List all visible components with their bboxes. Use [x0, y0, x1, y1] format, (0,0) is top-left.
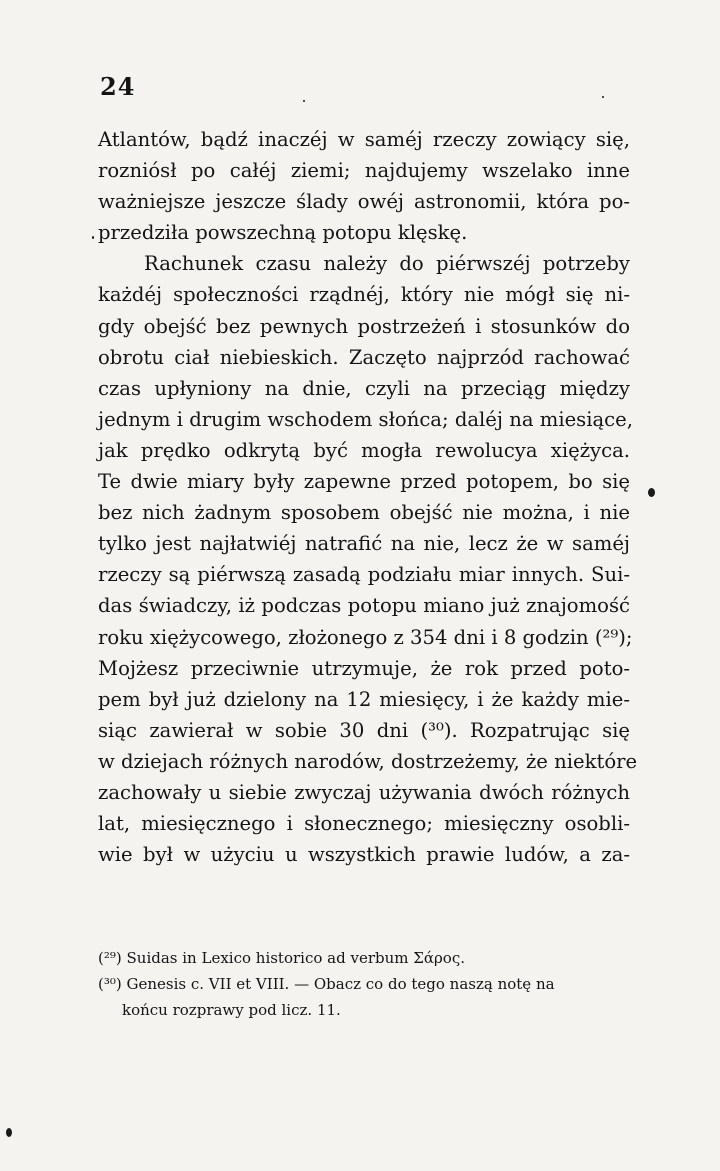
ink-speck: [303, 100, 305, 102]
footnote-text: Genesis c. VII et VIII. — Obacz co do tego naszą notę na: [126, 975, 555, 993]
footnote-text: Suidas in Lexico historico ad verbum Σάρος.: [126, 949, 466, 967]
footnote-29: [98, 945, 632, 971]
ink-speck: [6, 1128, 12, 1137]
footnotes: [98, 945, 632, 1023]
text-line: jednym i drugim wschodem słońca; daléj na miesiące,: [98, 407, 633, 431]
text-line: roku xiężycowego, złożonego z 354 dni i 8 godzin (²⁹);: [98, 625, 633, 649]
text-line: rzeczy są piérwszą zasadą podziału miar innych. Sui-: [98, 563, 630, 587]
text-line: lat, miesięcznego i słonecznego; miesięczny osobli-: [98, 812, 630, 836]
ink-speck: [92, 236, 94, 239]
text-line: siąc zawierał w sobie 30 dni (³⁰). Rozpatrując się: [98, 718, 630, 742]
text-line: przedziła powszechną potopu klęskę.: [98, 221, 468, 245]
text-line: gdy obejść bez pewnych postrzeżeń i stosunków do: [98, 314, 630, 338]
footnote-30: [98, 971, 632, 997]
text-line: Te dwie miary były zapewne przed potopem, bo się: [98, 470, 630, 494]
text-line: wie był w użyciu u wszystkich prawie ludów, a za-: [98, 843, 630, 867]
text-line: każdéj społeczności rządnéj, który nie mógł się ni-: [98, 283, 630, 307]
text-line: w dziejach różnych narodów, dostrzeżemy, że niektóre: [98, 749, 638, 773]
text-line: obrotu ciał niebieskich. Zaczęto najprzód rachować: [98, 345, 630, 369]
text-line: bez nich żadnym sposobem obejść nie można, i nie: [98, 501, 630, 525]
footnote-mark: (³⁰): [98, 975, 122, 993]
ink-speck: [602, 96, 604, 98]
footnote-30-continuation: końcu rozprawy pod licz. 11.: [122, 1001, 341, 1019]
text-line: Atlantów, bądź inaczéj w saméj rzeczy zowiący się,: [98, 128, 630, 151]
text-line: das świadczy, iż podczas potopu miano już znajomość: [98, 594, 630, 618]
text-line: rozniósł po całéj ziemi; najdujemy wszelako inne: [98, 159, 630, 183]
text-line: Mojżesz przeciwnie utrzymuje, że rok przed poto-: [98, 656, 630, 680]
page-number: 24: [100, 72, 136, 101]
footnote-mark: (²⁹): [98, 949, 122, 967]
text-line: ważniejsze jeszcze ślady owéj astronomii, która po-: [98, 190, 630, 214]
text-line: tylko jest najłatwiéj natrafić na nie, lecz że w saméj: [98, 532, 630, 556]
text-line: pem był już dzielony na 12 miesięcy, i że każdy mie-: [98, 687, 630, 711]
text-line: czas upłyniony na dnie, czyli na przeciąg między: [98, 376, 630, 400]
ink-speck: [648, 488, 655, 497]
text-line: jak prędko odkrytą być mogła rewolucya xiężyca.: [98, 438, 630, 462]
body-text: [98, 124, 638, 870]
paragraph-start-line: Rachunek czasu należy do piérwszéj potrzeby: [144, 252, 630, 276]
text-line: zachowały u siebie zwyczaj używania dwóch różnych: [98, 780, 630, 804]
